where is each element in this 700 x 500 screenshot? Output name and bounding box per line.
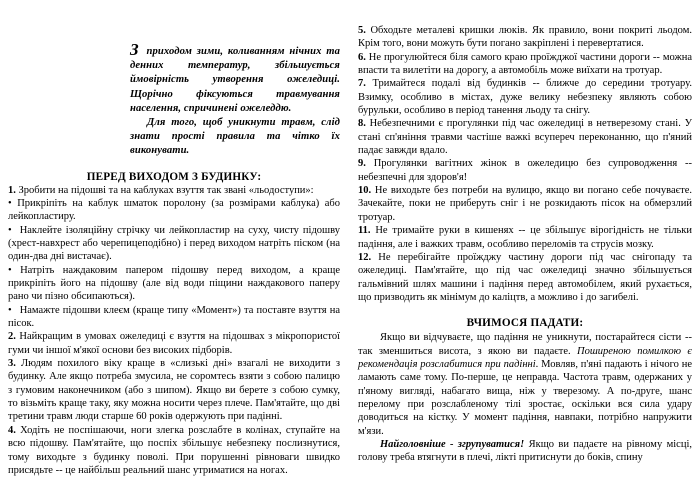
item-text: Не перебігайте проїжджу частину дороги під час снігопаду та ожеледиці. Пам'ятайте, що під час ожеледиці значно збільшується гальмівний шлях машини і падіння перед автомобілем, який рухається, що призводить як мінімум до каліцтв, а можливо і до загибелі. <box>358 251 692 303</box>
item-text: Тримайтеся подалі від будинків -- ближче до середини тротуару. Взимку, особливо в містах, дуже велику небезпеку являють собою бурульки, особливо в період танення льоду та снігу. <box>358 78 692 117</box>
list-item <box>8 330 340 357</box>
item-number: 6. <box>358 51 366 63</box>
intro-paragraph-1 <box>130 41 340 116</box>
item-number: 11. <box>358 225 371 237</box>
item-number: 1. <box>8 184 16 196</box>
item-number: 9. <box>358 158 366 170</box>
item-text: Небезпечними є прогулянки під час ожеледиці в нетверезому стані. У стані сп'яніння травми частіше важкі всупереч переконанню, що п'яний падає завжди вдало. <box>358 118 692 157</box>
intro-block <box>8 41 340 159</box>
item-text: Ходіть не поспішаючи, ноги злегка розслабте в колінах, ступайте на всю підошву. Пам'ятайте, що поспіх збільшує небезпеку послизнутися, тому виходьте з будинку поволі. При порушенні рівноваги швидко присядьте -- це найбільш реальний шанс утриматися на ногах. <box>8 424 340 476</box>
bullet-icon: • <box>8 197 12 209</box>
left-column-entries <box>8 184 340 478</box>
item-text: Не виходьте без потреби на вулицю, якщо ви погано себе почуваєте. Зачекайте, поки не приберуть сніг і не розкидають пісок на обмерзлий тротуар. <box>358 185 692 223</box>
list-item <box>8 357 340 424</box>
falling-paragraph-1 <box>358 331 692 438</box>
list-item <box>8 304 340 331</box>
right-column-entries <box>358 24 692 304</box>
item-text: Натріть наждаковим папером підошву перед виходом, а краще прикріпіть його на підошву (але від води піщини наждакового паперу рано чи пізно обсипаються). <box>8 264 340 303</box>
list-item <box>358 51 692 78</box>
list-item <box>358 224 692 251</box>
item-number: 2. <box>8 331 16 343</box>
list-item <box>8 197 340 224</box>
bullet-icon: • <box>8 224 12 236</box>
item-text: Не тримайте руки в кишенях -- це збільшує вірогідність не тільки падіння, але і важких травм, особливо переломів та струсів мозку. <box>358 225 692 250</box>
item-number: 8. <box>358 118 366 130</box>
list-item <box>358 117 692 157</box>
item-number: 5. <box>358 25 366 36</box>
bullet-icon: • <box>8 264 12 276</box>
intro-paragraph-2: Для того, щоб уникнути травм, слід знати прості правила та чітко їх виконувати. <box>130 117 340 157</box>
list-item <box>358 77 692 117</box>
item-text: Не прогулюйтеся біля самого краю проїжджої частини дороги -- можна впасти та вилетіти на дорогу, а автомобіль може виїхати на тротуар. <box>358 51 692 77</box>
item-text: Намажте підошви клеєм (краще типу «Момент») та поставте взуття на пісок. <box>8 304 340 330</box>
list-item <box>358 184 692 224</box>
list-item <box>8 224 340 264</box>
item-text: Зробити на підошві та на каблуках взуття так звані «льодоступи»: <box>15 184 314 196</box>
falling-paragraph-1-part-b: . Мовляв, п'яні падають і нічого не ламають саме тому. По-перше, це неправда. Частота травм, одержаних у п'яному вигляді, набагато вища, ніж у тверезому. А по-друге, шанс перелому при розслабленому тілі зростає, оскільки вся сила удару доводиться на кістку. У момент падіння, навпаки, потрібно напружити м'язи. <box>358 358 692 437</box>
falling-section <box>358 331 692 464</box>
item-text: Людям похилого віку краще в «слизькі дні» взагалі не виходити з будинку. Але якщо потреба змусила, не соромтесь взяти з собою палицю з гумовим наконечником (або з шипом). Якщо ви берете з собою сумку, то візьміть краще таку, яку можна носити через плече. Пам'ятайте, що дві третини травм люди старше 60 років одержують при падінні. <box>8 358 340 423</box>
list-item <box>8 424 340 477</box>
item-number: 10. <box>358 185 372 197</box>
item-number: 4. <box>8 424 16 436</box>
item-text: Обходьте металеві кришки люків. Як правило, вони покриті льодом. Крім того, вони можуть бути погано закріплені і перевертатися. <box>358 25 692 50</box>
item-text: Прогулянки вагітних жінок в ожеледицю без супроводження -- небезпечні для здоров'я! <box>358 158 692 183</box>
falling-paragraph-1-part-a: Якщо ви відчуваєте, що падіння не уникнути, постарайтеся сісти -- так зменшиться висота, з якою ви падаєте. <box>358 332 692 357</box>
heading-before-leaving-home: ПЕРЕД ВИХОДОМ З БУДИНКУ: <box>86 170 262 183</box>
falling-paragraph-1-emphasis: Поширеною помилкою є рекомендація розслабитися при падінні <box>358 345 692 370</box>
item-number: 3. <box>8 358 16 370</box>
item-number: 12. <box>358 251 372 263</box>
item-number: 7. <box>358 78 366 90</box>
list-item <box>358 157 692 184</box>
item-text: Прикріпіть на каблук шматок поролону (за розмірами каблука) або лейкопластиру. <box>8 197 340 223</box>
list-item <box>358 251 692 304</box>
bullet-icon: • <box>8 304 12 316</box>
intro-paragraph-1-text: приходом зими, коливанням нічних та денних температур, збільшується ймовірність утворення ожеледиці. Щорічно фіксуються травмування населення, спричинені ожеледдю. <box>130 46 340 114</box>
heading-learning-to-fall: ВЧИМОСЯ ПАДАТИ: <box>466 317 584 330</box>
drop-cap: З <box>130 40 139 59</box>
right-column <box>350 0 700 500</box>
falling-paragraph-2-rest: Якщо ви падаєте на рівному місці, голову треба втягнути в плечі, лікті притиснути до боків, спину <box>358 438 692 464</box>
list-item <box>8 264 340 304</box>
falling-paragraph-2 <box>358 438 692 465</box>
list-item <box>8 184 340 197</box>
item-text: Наклейте ізоляційну стрічку чи лейкопластир на суху, чисту підошву (хрест-навхрест або черепицеподібно) і перед виходом натріть піском (на один-два дні вистачає). <box>8 224 340 263</box>
falling-paragraph-2-lead: Найголовніше - згрупуватися! <box>380 438 525 450</box>
list-item <box>358 24 692 51</box>
item-text: Найкращим в умовах ожеледиці є взуття на підошвах з мікропористої гуми чи іншої м'якої основи без високих підборів. <box>8 331 340 356</box>
